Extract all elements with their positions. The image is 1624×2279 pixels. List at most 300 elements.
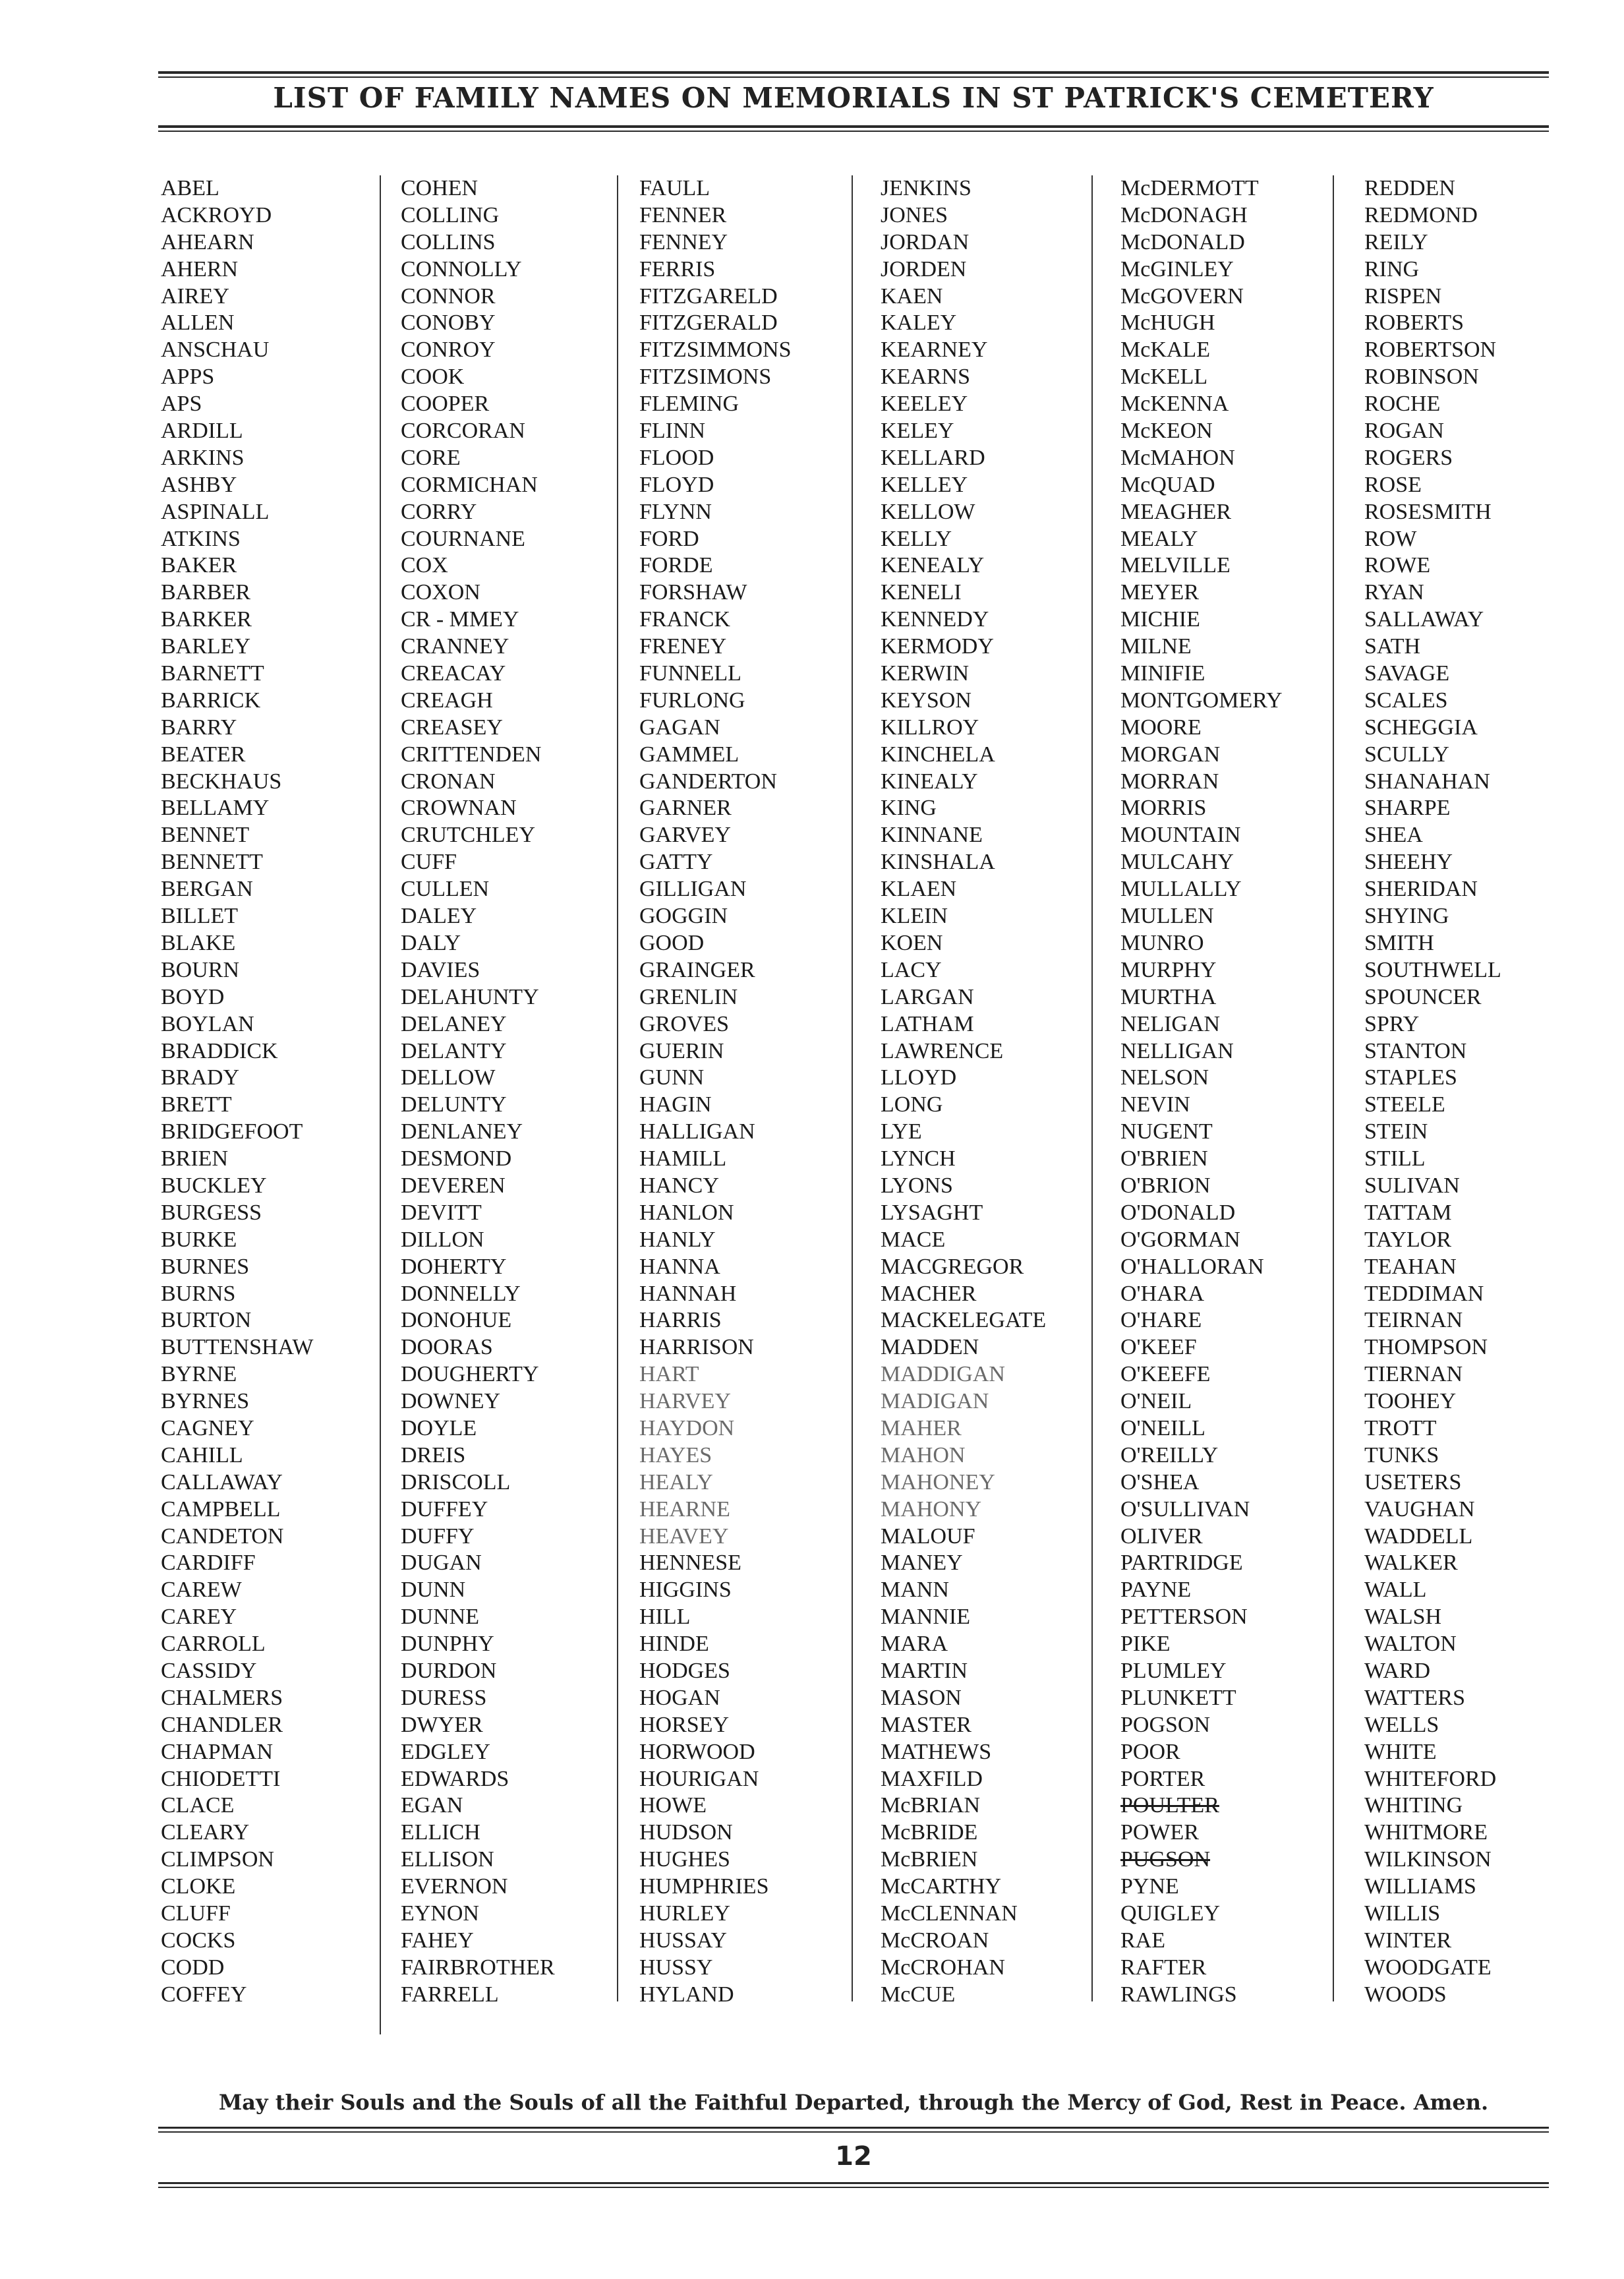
family-name: DESMOND [401, 1146, 512, 1171]
family-name: TEAHAN [1364, 1254, 1457, 1279]
header-rule-bottom-thick [158, 125, 1549, 128]
family-name: SHERIDAN [1364, 877, 1478, 902]
family-name: GILLIGAN [639, 877, 747, 902]
family-name: LAWRENCE [881, 1038, 1004, 1063]
family-name: KENNEDY [881, 607, 989, 632]
family-name: PUGSON [1120, 1847, 1211, 1872]
family-name: COLLINS [401, 229, 496, 254]
family-name: FRENEY [639, 634, 727, 659]
family-name: KLAEN [881, 877, 957, 902]
family-name: USETERS [1364, 1469, 1462, 1495]
family-name: BLAKE [161, 930, 236, 955]
family-name: SOUTHWELL [1364, 957, 1501, 982]
family-name: MANNIE [881, 1605, 970, 1630]
family-name: HOURIGAN [639, 1766, 759, 1791]
family-name: TUNKS [1364, 1442, 1439, 1467]
family-name: WILLIAMS [1364, 1874, 1476, 1899]
family-name: CHIODETTI [161, 1766, 281, 1791]
family-name: MATHEWS [881, 1739, 992, 1764]
family-name: CHAPMAN [161, 1739, 274, 1764]
family-name: BURTON [161, 1308, 252, 1333]
family-name: LYSAGHT [881, 1200, 983, 1225]
footer-rule-3 [158, 2182, 1549, 2184]
family-name: DALY [401, 930, 461, 955]
family-name: WELLS [1364, 1712, 1439, 1737]
family-name: CORE [401, 445, 461, 470]
family-name: KEYSON [881, 688, 972, 713]
family-name: McCLENNAN [881, 1901, 1018, 1926]
family-name: O'NEIL [1120, 1389, 1192, 1414]
family-name: DELANTY [401, 1038, 507, 1063]
family-name: KELEY [881, 419, 954, 444]
family-name: MORRAN [1120, 769, 1219, 794]
family-name: ROSE [1364, 472, 1422, 497]
family-name: CALLAWAY [161, 1469, 283, 1495]
family-name: DURESS [401, 1685, 487, 1710]
family-name: RING [1364, 256, 1420, 281]
family-name: PETTERSON [1120, 1605, 1248, 1630]
family-name: POOR [1120, 1739, 1180, 1764]
family-name: JORDAN [881, 229, 970, 254]
family-name: CARDIFF [161, 1551, 256, 1576]
family-name: BECKHAUS [161, 769, 282, 794]
family-name: JORDEN [881, 256, 967, 281]
family-name: ROCHE [1364, 392, 1441, 417]
family-name: STEELE [1364, 1092, 1445, 1117]
family-name: CONOBY [401, 311, 496, 336]
family-name: COHEN [401, 176, 478, 200]
family-name: McDERMOTT [1120, 176, 1259, 200]
family-name: SCHEGGIA [1364, 715, 1478, 740]
family-name: DOUGHERTY [401, 1362, 539, 1387]
family-name: DEVITT [401, 1200, 482, 1225]
family-name: COCKS [161, 1928, 236, 1953]
family-name: MACE [881, 1227, 946, 1252]
family-name: McKENNA [1120, 392, 1229, 417]
closing-prayer: May their Souls and the Souls of all the Faithful Departed, through the Mercy of God, Rest in Peace. Amen. [218, 2090, 1489, 2115]
column-divider [617, 175, 618, 2001]
family-name: RAWLINGS [1120, 1982, 1237, 2007]
family-name: DELANEY [401, 1011, 507, 1036]
family-name: O'HARE [1120, 1308, 1202, 1333]
family-name: AIREY [161, 283, 229, 309]
family-name: O'HARA [1120, 1281, 1205, 1306]
family-name: CANDETON [161, 1524, 284, 1549]
family-name: DRISCOLL [401, 1469, 511, 1495]
family-name: O'BRION [1120, 1173, 1211, 1198]
family-name: MACGREGOR [881, 1254, 1024, 1279]
family-name: HARRISON [639, 1335, 754, 1360]
family-name: FLEMING [639, 392, 740, 417]
family-name: DELAHUNTY [401, 984, 539, 1009]
family-name: BUCKLEY [161, 1173, 267, 1198]
page-title: LIST OF FAMILY NAMES ON MEMORIALS IN ST PATRICK'S CEMETERY [273, 82, 1434, 114]
family-name: BOYD [161, 984, 225, 1009]
family-name: COOPER [401, 392, 490, 417]
family-name: MARA [881, 1632, 948, 1657]
family-name: KERWIN [881, 661, 970, 686]
family-name: CLUFF [161, 1901, 231, 1926]
family-name: TOOHEY [1364, 1389, 1457, 1414]
family-name: BENNET [161, 823, 250, 848]
family-name: HORWOOD [639, 1739, 755, 1764]
family-name: DUNNE [401, 1605, 479, 1630]
family-name: HUSSAY [639, 1928, 727, 1953]
family-name: LYE [881, 1119, 922, 1144]
family-name: FAIRBROTHER [401, 1955, 555, 1980]
family-name: EYNON [401, 1901, 479, 1926]
family-name: MULLALLY [1120, 877, 1242, 902]
family-name: MILNE [1120, 634, 1192, 659]
family-name: WALKER [1364, 1551, 1458, 1576]
family-name: KILLROY [881, 715, 979, 740]
family-name: CONNOR [401, 283, 496, 309]
family-name: BEATER [161, 742, 246, 767]
family-name: MURPHY [1120, 957, 1217, 982]
family-name: CAGNEY [161, 1415, 254, 1440]
family-name: GARVEY [639, 823, 731, 848]
family-name: KEARNEY [881, 338, 988, 363]
family-name: REILY [1364, 229, 1428, 254]
family-name: TEIRNAN [1364, 1308, 1463, 1333]
column-divider [1091, 175, 1093, 2001]
family-name: DUFFEY [401, 1496, 488, 1522]
family-name: FAULL [639, 176, 710, 200]
name-column-3 [639, 175, 791, 2034]
family-name: WILKINSON [1364, 1847, 1492, 1872]
family-name: WHITEFORD [1364, 1766, 1497, 1791]
family-name: FENNER [639, 202, 727, 227]
family-name: KERMODY [881, 634, 994, 659]
family-name: DOORAS [401, 1335, 493, 1360]
family-name: HANLON [639, 1200, 734, 1225]
family-name: ROBERTS [1364, 311, 1464, 336]
family-name: O'HALLORAN [1120, 1254, 1264, 1279]
family-name: SHYING [1364, 904, 1449, 929]
family-name: FITZGERALD [639, 311, 778, 336]
family-name: HANLY [639, 1227, 716, 1252]
family-name: LLOYD [881, 1065, 957, 1090]
family-name: KENEALY [881, 553, 985, 578]
family-name: CREACAY [401, 661, 506, 686]
family-name: MASON [881, 1685, 962, 1710]
family-name: CAREY [161, 1605, 237, 1630]
family-name: EDGLEY [401, 1739, 490, 1764]
family-name: CAREW [161, 1578, 242, 1603]
family-name: KELLARD [881, 445, 985, 470]
family-name: WHITING [1364, 1793, 1463, 1818]
family-name: STAPLES [1364, 1065, 1457, 1090]
family-name: CASSIDY [161, 1658, 257, 1683]
family-name: PAYNE [1120, 1578, 1192, 1603]
family-name: BUTTENSHAW [161, 1335, 314, 1360]
family-name: WHITE [1364, 1739, 1437, 1764]
family-name: HEAVEY [639, 1524, 729, 1549]
family-name: MOUNTAIN [1120, 823, 1241, 848]
family-name: BARRICK [161, 688, 261, 713]
family-name: GARNER [639, 796, 732, 821]
family-name: ARKINS [161, 445, 245, 470]
family-name: ATKINS [161, 526, 241, 551]
family-name: GUNN [639, 1065, 705, 1090]
family-name: GUERIN [639, 1038, 724, 1063]
family-name: MUNRO [1120, 930, 1204, 955]
family-name: ABEL [161, 176, 219, 200]
family-name: MAHONY [881, 1496, 981, 1522]
family-name: ARDILL [161, 419, 243, 444]
family-name: DOYLE [401, 1415, 477, 1440]
family-name: ALLEN [161, 311, 235, 336]
family-name: DAVIES [401, 957, 480, 982]
family-name: CROWNAN [401, 796, 517, 821]
family-name: NELIGAN [1120, 1011, 1221, 1036]
family-name: GRENLIN [639, 984, 738, 1009]
family-name: ASHBY [161, 472, 237, 497]
family-name: MADDIGAN [881, 1362, 1005, 1387]
family-name: KEARNS [881, 365, 971, 390]
family-name: BARNETT [161, 661, 264, 686]
family-name: O'SHEA [1120, 1469, 1200, 1495]
family-name: COLLING [401, 202, 500, 227]
family-name: CHALMERS [161, 1685, 283, 1710]
family-name: McKEON [1120, 419, 1213, 444]
family-name: O'REILLY [1120, 1442, 1219, 1467]
family-name: CLACE [161, 1793, 235, 1818]
family-name: MANN [881, 1578, 949, 1603]
family-name: HARVEY [639, 1389, 731, 1414]
family-name: JONES [881, 202, 948, 227]
family-name: GAMMEL [639, 742, 740, 767]
family-name: DUGAN [401, 1551, 482, 1576]
family-name: AHEARN [161, 229, 254, 254]
family-name: TATTAM [1364, 1200, 1452, 1225]
family-name: CRITTENDEN [401, 742, 542, 767]
family-name: ROGERS [1364, 445, 1453, 470]
family-name: McQUAD [1120, 472, 1215, 497]
family-name: DONNELLY [401, 1281, 521, 1306]
family-name: REDDEN [1364, 176, 1455, 200]
family-name: HENNESE [639, 1551, 741, 1576]
family-name: SMITH [1364, 930, 1434, 955]
family-name: ROW [1364, 526, 1417, 551]
family-name: EDWARDS [401, 1766, 509, 1791]
family-name: MEYER [1120, 580, 1199, 605]
column-divider [380, 175, 381, 2034]
family-name: MACHER [881, 1281, 977, 1306]
family-name: MADDEN [881, 1335, 979, 1360]
family-name: EVERNON [401, 1874, 508, 1899]
family-name: BOYLAN [161, 1011, 254, 1036]
family-name: PYNE [1120, 1874, 1179, 1899]
family-name: FERRIS [639, 256, 716, 281]
family-name: ANSCHAU [161, 338, 270, 363]
family-name: MAXFILD [881, 1766, 983, 1791]
family-name: GANDERTON [639, 769, 777, 794]
family-name: HUSSY [639, 1955, 713, 1980]
family-name: HURLEY [639, 1901, 730, 1926]
family-name: TAYLOR [1364, 1227, 1452, 1252]
family-name: DOWNEY [401, 1389, 501, 1414]
family-name: McGINLEY [1120, 256, 1234, 281]
family-name: BAKER [161, 553, 237, 578]
family-name: CULLEN [401, 877, 490, 902]
family-name: CORCORAN [401, 419, 525, 444]
family-name: MALOUF [881, 1524, 975, 1549]
family-name: DELLOW [401, 1065, 496, 1090]
family-name: KINEALY [881, 769, 978, 794]
family-name: VAUGHAN [1364, 1496, 1475, 1522]
family-name: McMAHON [1120, 445, 1235, 470]
family-name: MADIGAN [881, 1389, 989, 1414]
family-name: McKALE [1120, 338, 1210, 363]
family-name: NELLIGAN [1120, 1038, 1234, 1063]
family-name: HAMILL [639, 1146, 727, 1171]
family-name: FUNNELL [639, 661, 741, 686]
family-name: ASPINALL [161, 499, 270, 524]
family-name: HINDE [639, 1632, 709, 1657]
family-name: ROSESMITH [1364, 499, 1492, 524]
family-name: SCULLY [1364, 742, 1449, 767]
family-name: TROTT [1364, 1415, 1437, 1440]
family-name: TIERNAN [1364, 1362, 1463, 1387]
family-name: RYAN [1364, 580, 1424, 605]
family-name: FITZGARELD [639, 283, 778, 309]
family-name: O'BRIEN [1120, 1146, 1208, 1171]
family-name: KINNANE [881, 823, 983, 848]
family-name: SAVAGE [1364, 661, 1450, 686]
family-name: KAEN [881, 283, 943, 309]
family-name: DUNN [401, 1578, 466, 1603]
family-name: CODD [161, 1955, 225, 1980]
family-name: HAGIN [639, 1092, 712, 1117]
family-name: DENLANEY [401, 1119, 523, 1144]
family-name: GATTY [639, 850, 713, 875]
family-name: DELUNTY [401, 1092, 507, 1117]
family-name: FENNEY [639, 229, 728, 254]
family-name: KING [881, 796, 937, 821]
family-name: ROGAN [1364, 419, 1444, 444]
family-name: HYLAND [639, 1982, 734, 2007]
family-name: NELSON [1120, 1065, 1209, 1090]
family-name: KELLEY [881, 472, 968, 497]
family-name: FITZSIMONS [639, 365, 772, 390]
family-name: BENNETT [161, 850, 263, 875]
family-name: SATH [1364, 634, 1421, 659]
family-name: MACKELEGATE [881, 1308, 1047, 1333]
family-name: APPS [161, 365, 215, 390]
family-name: BURKE [161, 1227, 237, 1252]
family-name: BARRY [161, 715, 237, 740]
family-name: HIGGINS [639, 1578, 732, 1603]
family-name: O'GORMAN [1120, 1227, 1240, 1252]
family-name: McBRIDE [881, 1820, 978, 1845]
family-name: LYNCH [881, 1146, 956, 1171]
family-name: McCARTHY [881, 1874, 1002, 1899]
family-name: BILLET [161, 904, 239, 929]
family-name: GOGGIN [639, 904, 728, 929]
family-name: MONTGOMERY [1120, 688, 1283, 713]
family-name: MAHONEY [881, 1469, 995, 1495]
family-name: OLIVER [1120, 1524, 1203, 1549]
family-name: WOODS [1364, 1982, 1447, 2007]
family-name: PARTRIDGE [1120, 1551, 1243, 1576]
family-name: MURTHA [1120, 984, 1217, 1009]
family-name: COOK [401, 365, 465, 390]
family-name: DONOHUE [401, 1308, 512, 1333]
family-name: LATHAM [881, 1011, 974, 1036]
family-name: HORSEY [639, 1712, 730, 1737]
family-name: FITZSIMMONS [639, 338, 792, 363]
family-name: RAE [1120, 1928, 1165, 1953]
footer-rule-2 [158, 2131, 1549, 2133]
family-name: FARRELL [401, 1982, 499, 2007]
family-name: STEIN [1364, 1119, 1428, 1144]
name-columns [158, 175, 1549, 2034]
family-name: CARROLL [161, 1632, 266, 1657]
family-name: McCUE [881, 1982, 956, 2007]
footer-rule-1 [158, 2127, 1549, 2129]
family-name: CLOKE [161, 1874, 236, 1899]
family-name: CUFF [401, 850, 457, 875]
family-name: ELLISON [401, 1847, 494, 1872]
family-name: SHEA [1364, 823, 1423, 848]
family-name: WINTER [1364, 1928, 1452, 1953]
family-name: DUNPHY [401, 1632, 494, 1657]
family-name: O'KEEF [1120, 1335, 1197, 1360]
family-name: HAYDON [639, 1415, 735, 1440]
name-column-4 [881, 175, 1046, 2034]
family-name: COURNANE [401, 526, 525, 551]
family-name: BYRNES [161, 1389, 250, 1414]
family-name: BURGESS [161, 1200, 262, 1225]
family-name: DILLON [401, 1227, 484, 1252]
family-name: FLOOD [639, 445, 714, 470]
family-name: FORSHAW [639, 580, 747, 605]
family-name: MAHON [881, 1442, 966, 1467]
family-name: FLINN [639, 419, 706, 444]
family-name: O'KEEFE [1120, 1362, 1211, 1387]
family-name: AHERN [161, 256, 239, 281]
family-name: BYRNE [161, 1362, 237, 1387]
family-name: MORRIS [1120, 796, 1207, 821]
family-name: McCROHAN [881, 1955, 1005, 1980]
family-name: HUDSON [639, 1820, 733, 1845]
family-name: SALLAWAY [1364, 607, 1484, 632]
family-name: ROWE [1364, 553, 1431, 578]
family-name: BARLEY [161, 634, 250, 659]
family-name: McBRIAN [881, 1793, 981, 1818]
family-name: WOODGATE [1364, 1955, 1492, 1980]
family-name: MULLEN [1120, 904, 1214, 929]
family-name: LARGAN [881, 984, 974, 1009]
family-name: SCALES [1364, 688, 1448, 713]
family-name: KELLOW [881, 499, 975, 524]
family-name: WALTON [1364, 1632, 1457, 1657]
family-name: McDONALD [1120, 229, 1245, 254]
column-divider [852, 175, 853, 2001]
family-name: MULCAHY [1120, 850, 1234, 875]
family-name: HOGAN [639, 1685, 720, 1710]
family-name: WHITMORE [1364, 1820, 1488, 1845]
family-name: McDONAGH [1120, 202, 1248, 227]
family-name: CORMICHAN [401, 472, 538, 497]
family-name: SHARPE [1364, 796, 1451, 821]
name-column-2 [401, 175, 555, 2034]
family-name: DEVEREN [401, 1173, 506, 1198]
family-name: CAHILL [161, 1442, 243, 1467]
header-rule-bottom-thin [158, 131, 1549, 132]
family-name: HUMPHRIES [639, 1874, 769, 1899]
